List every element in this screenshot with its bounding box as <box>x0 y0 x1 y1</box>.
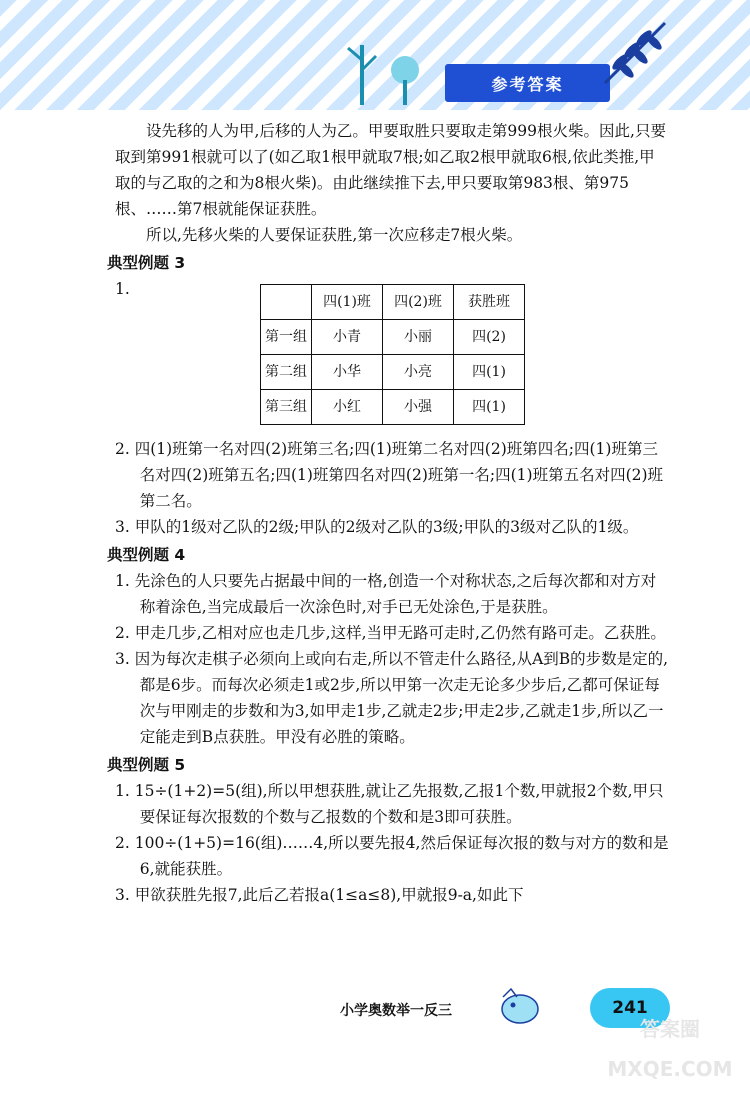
watermark-line-1: 答案圈 <box>640 1017 700 1041</box>
table-cell: 小亮 <box>383 355 454 390</box>
example-3-item-1 <box>115 276 670 436</box>
match-result-table <box>260 284 525 425</box>
example-4-item-1: 1. 先涂色的人只要先占据最中间的一格,创造一个对称状态,之后每次都和对方对称着涂色,当完成最后一次涂色时,对手已无处涂色,于是获胜。 <box>115 572 657 616</box>
answer-section-badge: 参考答案 <box>445 64 610 102</box>
fish-icon <box>495 985 545 1029</box>
book-title: 小学奥数举一反三 <box>340 1003 452 1019</box>
table-cell: 小丽 <box>383 320 454 355</box>
tree-icon <box>340 30 430 105</box>
example-5-heading: 典型例题 5 <box>107 756 186 774</box>
table-header-cell: 四(2)班 <box>383 285 454 320</box>
example-5-item-3: 3. 甲欲获胜先报7,此后乙若报a(1≤a≤8),甲就报9-a,如此下 <box>115 886 524 904</box>
table-cell: 小强 <box>383 390 454 425</box>
watermark <box>600 1009 740 1099</box>
table-row <box>261 390 525 425</box>
example-3-item-3: 3. 甲队的1级对乙队的2级;甲队的2级对乙队的3级;甲队的3级对乙队的1级。 <box>115 518 639 536</box>
table-header-cell: 四(1)班 <box>312 285 383 320</box>
intro-paragraph-1: 设先移的人为甲,后移的人为乙。甲要取胜只要取走第999根火柴。因此,只要取到第991根就可以了(如乙取1根甲就取7根;如乙取2根甲就取6根,依此类推,甲取的与乙取的之和为8根火柴)。由此继续推下去,甲只要取第983根、第975根、……第7根就能保证获胜。 <box>115 122 666 218</box>
example-4-heading: 典型例题 4 <box>107 546 186 564</box>
intro-paragraph-2: 所以,先移火柴的人要保证获胜,第一次应移走7根火柴。 <box>146 226 523 244</box>
example-5-item-2: 2. 100÷(1+5)=16(组)……4,所以要先报4,然后保证每次报的数与对方的数和是6,就能获胜。 <box>115 834 669 878</box>
watermark-line-2: MXQE.COM <box>607 1057 733 1081</box>
table-cell: 小华 <box>312 355 383 390</box>
example-3-heading: 典型例题 3 <box>107 254 186 272</box>
table-cell: 小红 <box>312 390 383 425</box>
group-cell: 第一组 <box>261 320 312 355</box>
example-4-item-2: 2. 甲走几步,乙相对应也走几步,这样,当甲无路可走时,乙仍然有路可走。乙获胜。 <box>115 624 666 642</box>
example-4-item-3: 3. 因为每次走棋子必须向上或向右走,所以不管走什么路径,从A到B的步数是定的,都是6步。而每次必须走1或2步,所以甲第一次走无论多少步后,乙都可保证每次与甲刚走的步数和为3,如甲走1步,乙就走2步;甲走2步,乙就走1步,所以乙一定能走到B点获胜。甲没有必胜的策略。 <box>115 650 669 746</box>
leaf-branch-icon <box>600 18 670 88</box>
winner-cell: 四(1) <box>454 390 525 425</box>
group-cell: 第二组 <box>261 355 312 390</box>
example-3-item-2: 2. 四(1)班第一名对四(2)班第三名;四(1)班第二名对四(2)班第四名;四(1)班第三名对四(2)班第五名;四(1)班第四名对四(2)班第一名;四(1)班第五名对四(2)班第二名。 <box>115 440 664 510</box>
group-cell: 第三组 <box>261 390 312 425</box>
table-cell: 小青 <box>312 320 383 355</box>
table-corner-cell <box>261 285 312 320</box>
table-row <box>261 355 525 390</box>
example-5-item-1: 1. 15÷(1+2)=5(组),所以甲想获胜,就让乙先报数,乙报1个数,甲就报2个数,甲只要保证每次报数的个数与乙报数的个数和是3即可获胜。 <box>115 782 664 826</box>
page-header <box>0 0 750 110</box>
page-number: 241 <box>590 988 670 1028</box>
answer-content <box>107 118 670 908</box>
winner-cell: 四(1) <box>454 355 525 390</box>
winner-cell: 四(2) <box>454 320 525 355</box>
item-number: 1. <box>115 280 130 298</box>
table-header-cell: 获胜班 <box>454 285 525 320</box>
table-header-row <box>261 285 525 320</box>
table-row <box>261 320 525 355</box>
